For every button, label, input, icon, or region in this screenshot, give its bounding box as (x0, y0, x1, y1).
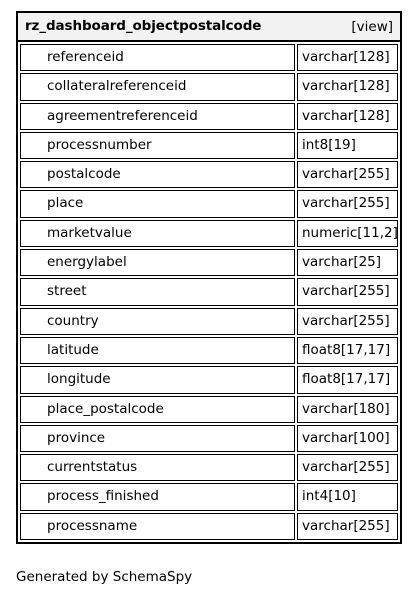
column-type-cell (297, 161, 398, 188)
entity-header (18, 13, 400, 42)
column-type-cell (297, 337, 398, 364)
column-type: int8[19] (302, 136, 356, 153)
generator-credit: Generated by SchemaSpy (16, 569, 193, 585)
column-row (18, 335, 400, 364)
column-type: float8[17,17] (302, 371, 391, 388)
column-row (18, 101, 400, 130)
column-type-cell (297, 513, 398, 540)
column-name-cell (20, 44, 295, 71)
entity-title: rz_dashboard_objectpostalcode (25, 18, 262, 34)
column-name-cell (20, 396, 295, 423)
column-name-cell (20, 103, 295, 130)
entity-table (16, 11, 402, 544)
column-type: varchar[128] (302, 107, 390, 124)
column-row (18, 423, 400, 452)
column-name-cell (20, 308, 295, 335)
column-type-cell (297, 220, 398, 247)
column-type-cell (297, 73, 398, 100)
column-name: latitude (47, 341, 99, 358)
column-type: numeric[11,2] (302, 224, 398, 241)
column-list (18, 42, 400, 540)
column-row (18, 452, 400, 481)
column-type: varchar[255] (302, 166, 390, 183)
column-type-cell (297, 454, 398, 481)
column-row (18, 188, 400, 217)
column-type: varchar[255] (302, 312, 390, 329)
column-type: varchar[180] (302, 400, 390, 417)
column-type-cell (297, 132, 398, 159)
column-name-cell (20, 73, 295, 100)
column-name-cell (20, 366, 295, 393)
column-row (18, 247, 400, 276)
column-name: process_finished (47, 488, 159, 505)
column-name: currentstatus (47, 459, 138, 476)
column-name-cell (20, 337, 295, 364)
column-row (18, 71, 400, 100)
column-type: int4[10] (302, 488, 356, 505)
column-name-cell (20, 425, 295, 452)
column-type: varchar[255] (302, 195, 390, 212)
column-type-cell (297, 366, 398, 393)
column-name-cell (20, 190, 295, 217)
column-name-cell (20, 513, 295, 540)
column-name: street (47, 283, 87, 300)
column-name: referenceid (47, 49, 124, 65)
column-name: longitude (47, 371, 111, 388)
column-name-cell (20, 161, 295, 188)
column-type: varchar[255] (302, 283, 390, 300)
column-type-cell (297, 483, 398, 510)
column-type: varchar[128] (302, 49, 390, 65)
column-type-cell (297, 44, 398, 71)
column-row (18, 130, 400, 159)
column-type-cell (297, 425, 398, 452)
column-type: varchar[128] (302, 78, 390, 95)
column-type-cell (297, 278, 398, 305)
column-name: energylabel (47, 254, 127, 271)
column-row (18, 276, 400, 305)
column-type-cell (297, 249, 398, 276)
column-type-cell (297, 396, 398, 423)
column-name-cell (20, 454, 295, 481)
column-type: varchar[25] (302, 254, 382, 271)
column-name: agreementreferenceid (47, 107, 198, 124)
column-row (18, 159, 400, 188)
column-type-cell (297, 308, 398, 335)
column-row (18, 306, 400, 335)
column-name: marketvalue (47, 224, 132, 241)
column-name: place (47, 195, 84, 212)
column-type: varchar[255] (302, 517, 390, 534)
column-row (18, 394, 400, 423)
column-name: place_postalcode (47, 400, 164, 417)
column-row (18, 364, 400, 393)
column-row (18, 481, 400, 510)
column-name-cell (20, 249, 295, 276)
column-type-cell (297, 190, 398, 217)
column-type: float8[17,17] (302, 341, 391, 358)
column-name-cell (20, 220, 295, 247)
column-name: processname (47, 517, 138, 534)
column-type: varchar[255] (302, 459, 390, 476)
column-row (18, 218, 400, 247)
column-row (18, 511, 400, 540)
entity-kind-label: [view] (351, 19, 393, 35)
column-name-cell (20, 132, 295, 159)
column-name: country (47, 312, 99, 329)
column-row (18, 42, 400, 71)
column-type: varchar[100] (302, 429, 390, 446)
column-name: province (47, 429, 106, 446)
column-name-cell (20, 278, 295, 305)
column-name: processnumber (47, 136, 152, 153)
column-name: postalcode (47, 166, 121, 183)
column-type-cell (297, 103, 398, 130)
column-name: collateralreferenceid (47, 78, 187, 95)
column-name-cell (20, 483, 295, 510)
